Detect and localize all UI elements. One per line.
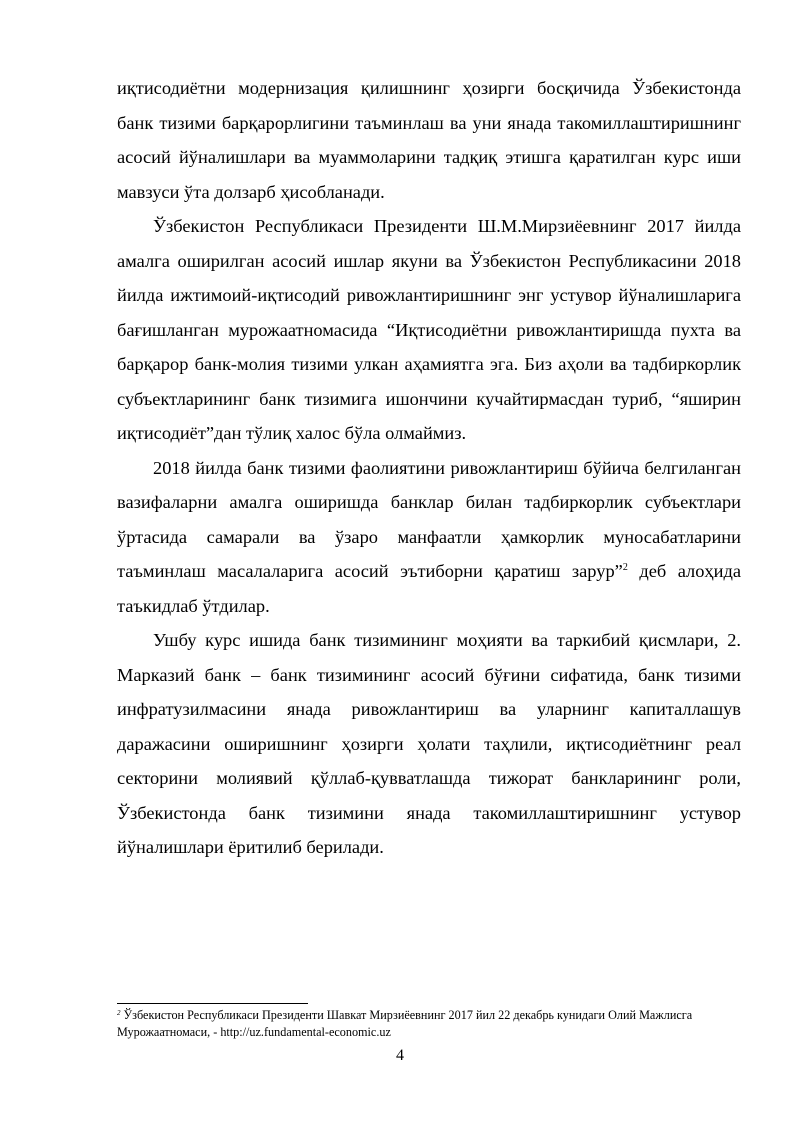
footnote-reference[interactable]: 2 (622, 562, 628, 573)
paragraph-1: иқтисодиётни модернизация қилишнинг ҳозирги босқичида Ўзбекистонда банк тизими барқарорлигини таъминлаш ва уни янада такомиллаштиришнинг асосий йўналишлари ва муаммоларини тадқиқ этишга қаратилган курс иши мавзуси ўта долзарб ҳисобланади. (117, 78, 741, 202)
footnote-marker: 2 (117, 1009, 121, 1017)
page-number: 4 (396, 1047, 404, 1064)
footnote-text: Ўзбекистон Республикаси Президенти Шавкат Мирзиёевнинг 2017 йил 22 декабрь кунидаги Олий Мажлисга Мурожаатномаси, - http://uz.fundamental-economic.uz (117, 1008, 693, 1039)
paragraph-3-tail: деб алоҳида таъкидлаб ўтдилар. (117, 561, 741, 616)
body-text (117, 71, 741, 865)
paragraph-3 (117, 451, 741, 624)
paragraph-3-text: 2018 йилда банк тизими фаолиятини ривожлантириш бўйича белгиланган вазифаларни амалга оширишда банклар билан тадбиркорлик субъектлари ўртасида самарали ва ўзаро манфаатли ҳамкорлик муносабатларини таъминлаш масалаларига асосий эътиборни қаратиш зарур” (117, 457, 741, 581)
paragraph-4: Ушбу курс ишида банк тизимининг моҳияти ва таркибий қисмлари, 2. Марказий банк – банк тизимининг асосий бўғини сифатида, банк тизими инфратузилмасини янада ривожлантириш ва уларнинг капиталлашув даражасини оширишнинг ҳозирги ҳолати таҳлили, иқтисодиётнинг реал секторини молиявий қўллаб-қувватлашда тижорат банкларининг роли, Ўзбекистонда банк тизимини янада такомиллаштиришнинг устувор йўналишлари ёритилиб берилади. (117, 630, 741, 857)
footnote-separator (117, 1003, 308, 1004)
footnote (117, 1007, 741, 1041)
paragraph-2: Ўзбекистон Республикаси Президенти Ш.М.Мирзиёевнинг 2017 йилда амалга оширилган асосий ишлар якуни ва Ўзбекистон Республикасини 2018 йилда ижтимоий-иқтисодий ривожлантиришнинг энг устувор йўналишларига бағишланган мурожаатномасида “Иқтисодиётни ривожлантиришда пухта ва барқарор банк-молия тизими улкан аҳамиятга эга. Биз аҳоли ва тадбиркорлик субъектларининг банк тизимига ишончини кучайтирмасдан туриб, “яширин иқтисодиёт”дан тўлиқ халос бўла олмаймиз. (117, 216, 741, 443)
